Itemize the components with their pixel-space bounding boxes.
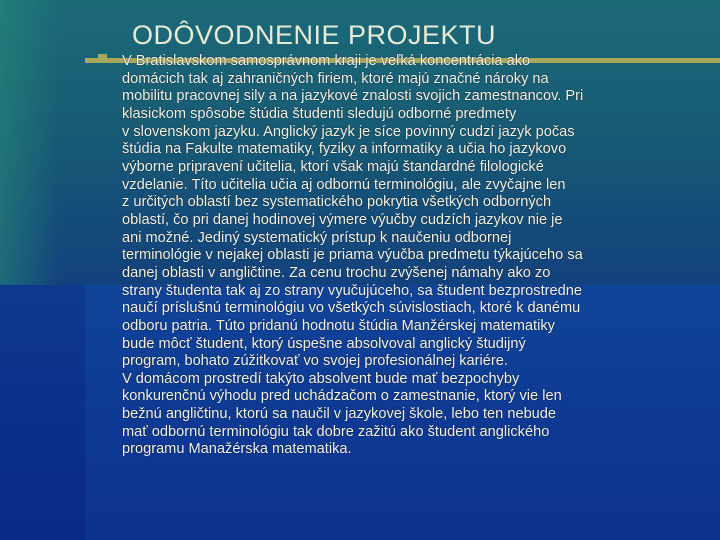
- paragraph-line: strany študenta tak aj zo strany vyučujúceho, sa študent bezprostredne: [122, 282, 582, 299]
- paragraph-line: V Bratislavskom samosprávnom kraji je veľká koncentrácia ako: [122, 53, 531, 69]
- paragraph-line: štúdia na Fakulte matematiky, fyziky a informatiky a učia ho jazykovo: [122, 141, 567, 158]
- paragraph-line: ani možné. Jediný systematický prístup k naučeniu odbornej: [122, 229, 512, 246]
- paragraph-line: v slovenskom jazyku. Anglický jazyk je síce povinný cudzí jazyk počas: [122, 123, 575, 140]
- paragraph-line: mobilitu pracovnej sily a na jazykové znalosti svojich zamestnancov. Pri: [122, 88, 584, 105]
- paragraph-line: bude môcť študent, ktorý úspešne absolvoval anglický študijný: [122, 335, 526, 352]
- slide-title: ODÔVODNENIE PROJEKTU: [132, 20, 497, 50]
- paragraph-line: domácich tak aj zahraničných firiem, ktoré majú značné nároky na: [122, 70, 549, 87]
- bullet-paragraph: [122, 53, 712, 459]
- paragraph-line: danej oblasti v angličtine. Za cenu trochu zvýšenej námahy ako zo: [122, 264, 551, 281]
- bullet-square-icon: [98, 54, 107, 63]
- paragraph-line: naučí príslušnú terminológiu vo všetkých súvislostiach, ktoré k danému: [122, 300, 581, 317]
- paragraph-line: oblastí, čo pri danej hodinovej výmere výučby cudzích jazykov nie je: [122, 211, 563, 228]
- paragraph-line: programu Manažérska matematika.: [122, 441, 352, 458]
- paragraph-line: klasickom spôsobe štúdia študenti sledujú odborné predmety: [122, 105, 517, 122]
- paragraph-line: program, bohato zúžitkovať vo svojej profesionálnej kariére.: [122, 353, 508, 370]
- paragraph-line: mať odbornú terminológiu tak dobre zažitú ako študent anglického: [122, 423, 550, 440]
- paragraph-line: konkurenčnú výhodu pred uchádzačom o zamestnanie, ktorý vie len: [122, 388, 562, 405]
- paragraph-line: V domácom prostredí takýto absolvent bude mať bezpochyby: [122, 370, 520, 387]
- paragraph-line: odboru patria. Túto pridanú hodnotu štúdia Manžérskej matematiky: [122, 317, 555, 334]
- paragraph-line: bežnú angličtinu, ktorú sa naučil v jazykovej škole, lebo ten nebude: [122, 406, 557, 423]
- paragraph-line: z určitých oblastí bez systematického pokrytia všetkých odborných: [122, 194, 552, 211]
- paragraph-line: terminológie v nejakej oblasti je priama výučba predmetu týkajúceho sa: [122, 247, 583, 264]
- paragraph-line: výborne pripravení učitelia, ktorí však majú štandardné filologické: [122, 158, 544, 175]
- paragraph-line: vzdelanie. Títo učitelia učia aj odbornú terminológiu, ale zvyčajne len: [122, 176, 566, 193]
